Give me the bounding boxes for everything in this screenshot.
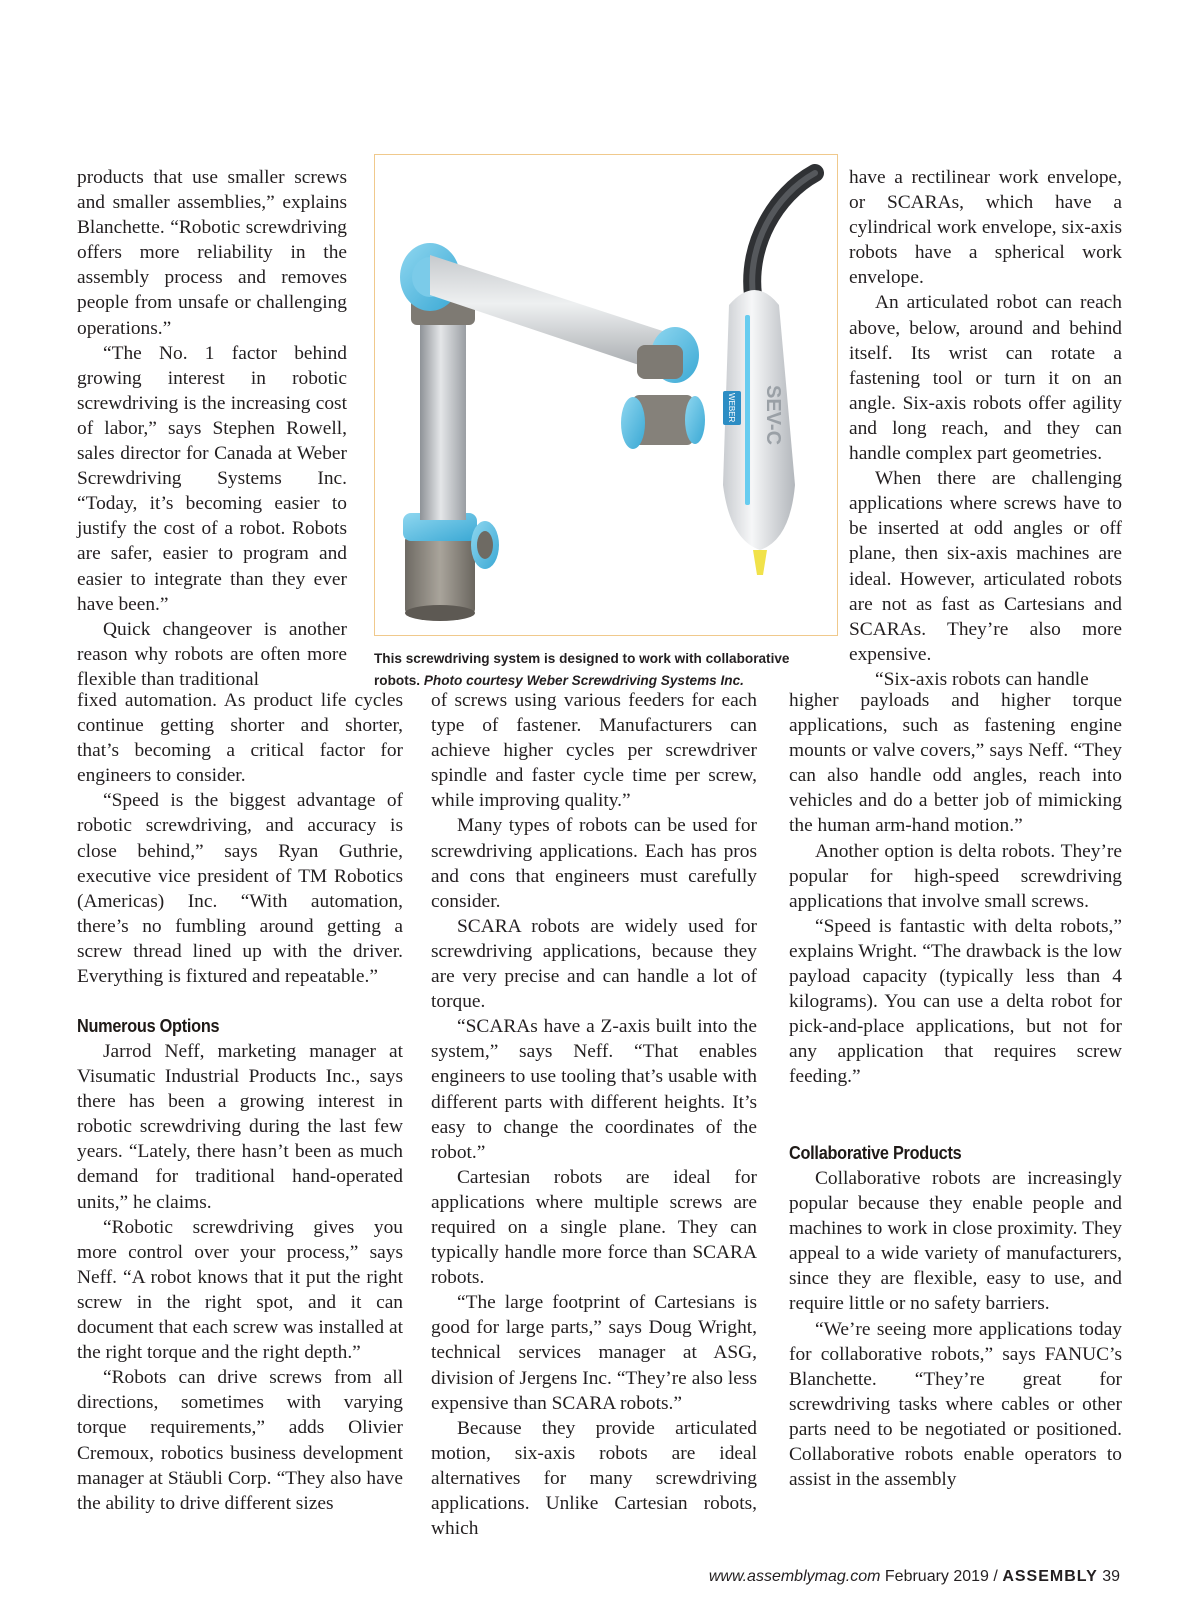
paragraph: SCARA robots are widely used for screwdriving applications, because they are very precise and can handle a lot of torque.: [431, 915, 757, 1013]
section-heading-numerous-options: Numerous Options: [77, 1015, 220, 1036]
paragraph: Because they provide articulated motion, six-axis robots are ideal alternatives for many screwdriving applications. Unlike Cartesian robots, which: [431, 1417, 757, 1540]
column-3-bottom: [789, 688, 1122, 1090]
column-1-bottom: [77, 688, 403, 989]
paragraph: When there are challenging applications where screws have to be inserted at odd angles or off plane, then six-axis machines are ideal. However, articulated robots are not as fast as Cartesians and SCARAs. They’re also more expensive.: [849, 468, 1122, 665]
column-2: [431, 688, 757, 1541]
caption-credit: Photo courtesy Weber Screwdriving Systems Inc.: [423, 673, 744, 688]
paragraph: Many types of robots can be used for screwdriving applications. Each has pros and cons that engineers must carefully consider.: [431, 815, 757, 912]
column-1-top: [77, 165, 347, 692]
tool-model-label: SEV-C: [762, 385, 784, 446]
section-heading-collaborative-products: Collaborative Products: [789, 1142, 962, 1163]
paragraph: Another option is delta robots. They’re popular for high-speed screwdriving applications that involve small screws.: [789, 840, 1122, 912]
page-footer: [709, 1568, 1120, 1586]
tool-brand-label: WEBER: [727, 393, 736, 423]
footer-separator: /: [993, 1568, 998, 1585]
paragraph: “Speed is the biggest advantage of robotic screwdriving, and accuracy is close behind,” says Ryan Guthrie, executive vice president of TM Robotics (Americas) Inc. “With automation, there’s no fumbling around getting a screw thread lined up with the driver. Everything is fixtured and repeatable.”: [77, 790, 403, 988]
caption-text: This screwdriving system is designed to work with collaborative robots.: [374, 651, 790, 688]
paragraph: Collaborative robots are increasingly popular because they enable people and machines to work in close proximity. They appeal to a wide variety of manufacturers, since they are flexible, easy to use, and require little or no safety barriers.: [789, 1168, 1122, 1315]
paragraph: An articulated robot can reach above, below, around and behind itself. Its wrist can rotate a fastening tool or turn it on an angle. Six-axis robots offer agility and long reach, and they can handle complex part geometries.: [849, 292, 1122, 465]
paragraph: “The large footprint of Cartesians is good for large parts,” says Doug Wright, technical services manager at ASG, division of Jergens Inc. “They’re also less expensive than SCARA robots.”: [431, 1292, 757, 1414]
footer-date: February 2019: [884, 1568, 989, 1585]
paragraph: “SCARAs have a Z-axis built into the system,” says Neff. “That enables engineers to use tooling that’s usable with different parts with different heights. It’s easy to change the coordinates of the robot.”: [431, 1016, 757, 1163]
paragraph: “Speed is fantastic with delta robots,” explains Wright. “The drawback is the low payload capacity (typically less than 4 kilograms). You can use a delta robot for pick-and-place applications, but not for any application that requires screw feeding.”: [789, 915, 1122, 1088]
paragraph: “Robots can drive screws from all directions, sometimes with varying torque requirements,” adds Olivier Cremoux, robotics business development manager at Stäubli Corp. “They also have the ability to drive different sizes: [77, 1367, 403, 1514]
paragraph: Jarrod Neff, marketing manager at Visumatic Industrial Products Inc., says there has been a growing interest in robotic screwdriving during the last few years. “Lately, there hasn’t been as much demand for traditional hand-operated units,” he claims.: [77, 1041, 403, 1213]
robot-illustration: [375, 155, 839, 637]
paragraph: “Six-axis robots can handle: [875, 668, 1089, 690]
paragraph: higher payloads and higher torque applications, such as fastening engine mounts or valve covers,” says Neff. “They can also handle odd angles, reach into vehicles and do a better job of mimicking the human arm-hand motion.”: [789, 690, 1122, 837]
paragraph: “Robotic screwdriving gives you more control over your process,” says Neff. “A robot knows that it put the right screw in the right spot, and it can document that each screw was installed at the right torque and the right depth.”: [77, 1216, 403, 1364]
footer-magazine-name: ASSEMBLY: [1002, 1568, 1098, 1585]
footer-url[interactable]: www.assemblymag.com: [708, 1568, 881, 1585]
column-3-top: [849, 165, 1122, 692]
paragraph: “The No. 1 factor behind growing interest in robotic screwdriving is the increasing cost of labor,” says Stephen Rowell, sales director for Canada at Weber Screwdriving Systems Inc. “Today, it’s becoming easier to justify the cost of a robot. Robots are safer, easier to program and easier to integrate than they ever have been.”: [77, 342, 347, 615]
paragraph: products that use smaller screws and smaller assemblies,” explains Blanchette. “Robotic screwdriving offers more reliability in the assembly process and removes people from unsafe or challenging operations.”: [77, 167, 347, 339]
column-1-section: [77, 1039, 403, 1516]
figure-caption: [374, 648, 834, 692]
paragraph: Quick changeover is another reason why robots are often more flexible than traditional: [77, 618, 347, 690]
robot-photo: [374, 154, 838, 636]
paragraph: of screws using various feeders for each type of fastener. Manufacturers can achieve higher cycles per screwdriver spindle and faster cycle time per screw, while improving quality.”: [431, 690, 757, 812]
robot-wrist: [621, 395, 705, 449]
column-3-section: [789, 1166, 1122, 1492]
paragraph: Cartesian robots are ideal for applications where multiple screws are required on a single plane. They can typically handle more force than SCARA robots.: [431, 1166, 757, 1289]
page-number: 39: [1102, 1568, 1120, 1585]
paragraph: fixed automation. As product life cycles continue getting shorter and shorter, that’s becoming a critical factor for engineers to consider.: [77, 690, 403, 787]
robot-base: [403, 513, 499, 621]
paragraph: “We’re seeing more applications today for collaborative robots,” says FANUC’s Blanchette. “They’re great for screwdriving tasks where cables or other parts need to be negotiated or positioned. Collaborative robots enable operators to assist in the assembly: [789, 1318, 1122, 1491]
paragraph: have a rectilinear work envelope, or SCARAs, which have a cylindrical work envelope, six-axis robots have a spherical work envelope.: [849, 167, 1122, 289]
